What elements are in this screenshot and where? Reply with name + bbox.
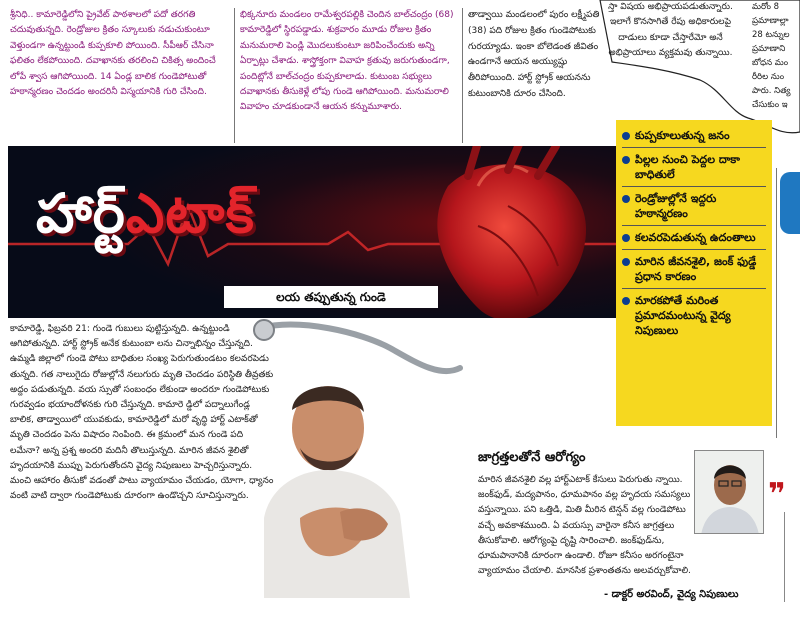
bullet-icon <box>622 258 630 266</box>
highlight-item <box>622 124 766 148</box>
highlight-text: కుప్పకూలుతున్న జనం <box>635 129 730 142</box>
neighbor-column-badge <box>780 172 800 234</box>
highlight-text: పిల్లల నుంచి పెద్దల దాకా బాధితులే <box>635 153 740 181</box>
main-story-text: కామారెడ్డి, ఫిబ్రవరి 21: గుండె గుబులు పుట్టిస్తున్నది. ఉన్నట్టుండి ఆగిపోతున్నది. హార్ట్ స్ట్రోక్ అనేక కుటుంబా లను చిన్నాభిన్నం చేస్తున్నది. ఉమ్మడి జిల్లాలో గుండె పోటు బాధితుల సంఖ్య పెరుగుతుండటం కలవరపెడు తున్నది. గత నాలుగైదు రోజుల్లోనే నలుగురు మృతి చెందడం పరిస్థితి తీవ్రతకు అద్దం పడుతున్నది. వయ స్సుతో సంబంధం లేకుండా అందరూ గుండెపోటుకు గురవ్వడం భయాందోళనకు గురి చేస్తున్నది. కామారె డ్డిలో పద్నాలుగేండ్ల బాలిక, తాడ్వాయిలో యువకుడు, కామారెడ్డిలో మరో వృద్ధి హార్ట్ ఎటాక్‌తో మృతి చెందడం పెను విషాదం నింపింది. ఈ క్రమంలో మన గుండె పది లమేనా? అన్న ప్రశ్న అందరి మదినీ తొలుస్తున్నది. మారిన జీవన శైలితో హృదయానికి ముప్పు పెరుగుతోందని వైద్య నిపుణులు హెచ్చరిస్తున్నారు. మంచి ఆహారం తీసుకో వడంతో పాటు వ్యాయామం చేయడం, యోగా, ధ్యానం వంటి వాటి ద్వారా గుండెపోటుకు దూరంగా ఉండొచ్చని సూచిస్తున్నారు. <box>10 324 274 502</box>
highlight-text: కలవరపెడుతున్న ఉదంతాలు <box>635 231 756 244</box>
doctor-signature: - డాక్టర్ అరవింద్, వైద్య నిపుణులు <box>604 589 739 600</box>
quote-icon: ❞ <box>768 477 786 512</box>
doctor-photo <box>694 450 764 534</box>
highlight-text: రెండ్రోజుల్లోనే ఇద్దరు హఠాన్మరణం <box>635 192 717 220</box>
highlights-box <box>616 120 772 426</box>
sidebar-article <box>478 473 696 579</box>
subheadline: లయ తప్పుతున్న గుండె <box>224 286 438 308</box>
column-rule <box>234 8 235 143</box>
highlight-item <box>622 226 766 250</box>
highlight-item <box>622 289 766 342</box>
story-balchandram <box>240 8 462 116</box>
sidebar-article-text: మారిన జీవనశైలి వల్ల హార్ట్‌ఎటాక్ కేసులు పెరుగుతు న్నాయి. జంక్‌ఫుడ్, మద్యపానం, ధూమపానం వల్ల హృదయ సమస్యలు వస్తున్నాయి. పని ఒత్తిడి, మితి మీరిన టెన్షన్ వల్ల గుండెపోటు వచ్చే అవకాశముంది. ఏ వయస్సు వారైనా కనీస జాగ్రత్తలు తీసుకోవాలి. ఆరోగ్యంపై దృష్టి సారించాలి. జంక్‌ఫుడ్‌ను, ధూమపానానికి దూరంగా ఉండాలి. రోజూ కనీసం అరగంటైనా వ్యాయామం చేయాలి. మానసిక ప్రశాంతతను అలవర్చుకోవాలి. <box>478 475 691 577</box>
story-balchandram-text: భిక్కనూరు మండలం రామేశ్వరపల్లికి చెందిన బాల్‌చంద్రం (68) కామారెడ్డిలో స్థిరపడ్డాడు. శుక్రవారం మూడు రోజుల క్రితం మనుమరాలి పెండ్లి మొదలుకుంటూ జరిపించేందుకు అన్ని ఏర్పాట్లు చేశాడు. శాస్త్రోక్తంగా వివాహ క్రతువు జరుగుతుండగా, పందిట్లోనే బాల్‌చంద్రం కుప్పకూలాడు. కుటుంబ సభ్యులు దవాఖానకు తీసుకెళ్లే లోపు గుండె ఆగిపోయింది. మనుమరాలి వివాహం చూడకుండానే ఆయన కన్నుమూశారు. <box>240 10 454 113</box>
column-rule <box>784 512 785 602</box>
story-lakshmipathi-text: తాడ్వాయి మండలంలో పురం లక్ష్మీపతి (38) పది రోజుల క్రితం గుండెపోటుకు గురయ్యాడు. ఇంకా బోలెడంత జీవితం ఉండగానే ఆయన అయ్యుష్షు తీరిపోయింది. హార్ట్ స్ట్రోక్ ఆయనను కుటుంబానికి దూరం చేసింది. <box>468 10 600 99</box>
adjacent-clipping-far-text: మరోం 8 ప్రమాణాల్లా 28 టన్నుల ప్రమాణాని బోధన మం రీరిల నుం పారు. నిత్య చేసుకుం ఇ <box>752 2 791 110</box>
headline-part-one: హార్ట్ <box>36 182 126 245</box>
column-rule <box>462 8 463 143</box>
bullet-icon <box>622 297 630 305</box>
bullet-icon <box>622 132 630 140</box>
man-clutching-chest-illustration <box>240 318 480 598</box>
highlight-item <box>622 250 766 289</box>
adjacent-clipping-text: స్తా విషయ అభిప్రాయపడుతున్నారు. ఇలాగే కొనసాగితే రేపు అధికారులపై దాడులు కూడా చేస్తారేమో అనే అభిప్రాయాలు వ్యక్తమవు తున్నాయి. <box>608 2 733 59</box>
story-srinidhi-text: శ్రీనిధి.. కామారెడ్డిలోని ప్రైవేట్ పాఠశాలలో పదో తరగతి చదువుతున్నది. రెండ్రోజుల క్రితం స్కూలుకు నడుచుకుంటూ వెళ్తుండగా ఉన్నట్టుండి కుప్పకూలి పోయింది. సీపీఆర్ చేసినా ఫలితం లేకపోయింది. దవాఖానకు తరలించి చికిత్స అందించే లోపే శ్వాస ఆగిపోయింది. 14 ఏండ్ల బాలిక గుండెపోటుతో హఠాన్మరణం చెందడం అందరినీ విస్మయానికి గురి చేసింది. <box>10 10 216 98</box>
highlight-text: మారకపోతే మరింత ప్రమాదమంటున్న వైద్య నిపుణులు <box>635 294 731 337</box>
headline-part-two: ఎటాక్ <box>125 182 255 245</box>
bullet-icon <box>622 195 630 203</box>
highlight-text: మారిన జీవనశైలి, జంక్ ఫుడ్డే ప్రధాన కారణం <box>635 255 757 283</box>
page-title <box>36 182 255 259</box>
story-srinidhi <box>10 8 232 100</box>
bullet-icon <box>622 234 630 242</box>
doctor-portrait <box>695 451 764 534</box>
sidebar-article-title: జాగ్రత్తలతోనే ఆరోగ్యం <box>478 450 586 465</box>
column-rule <box>776 168 777 438</box>
highlight-item <box>622 148 766 187</box>
main-story <box>10 322 274 504</box>
bullet-icon <box>622 156 630 164</box>
highlight-item <box>622 187 766 226</box>
